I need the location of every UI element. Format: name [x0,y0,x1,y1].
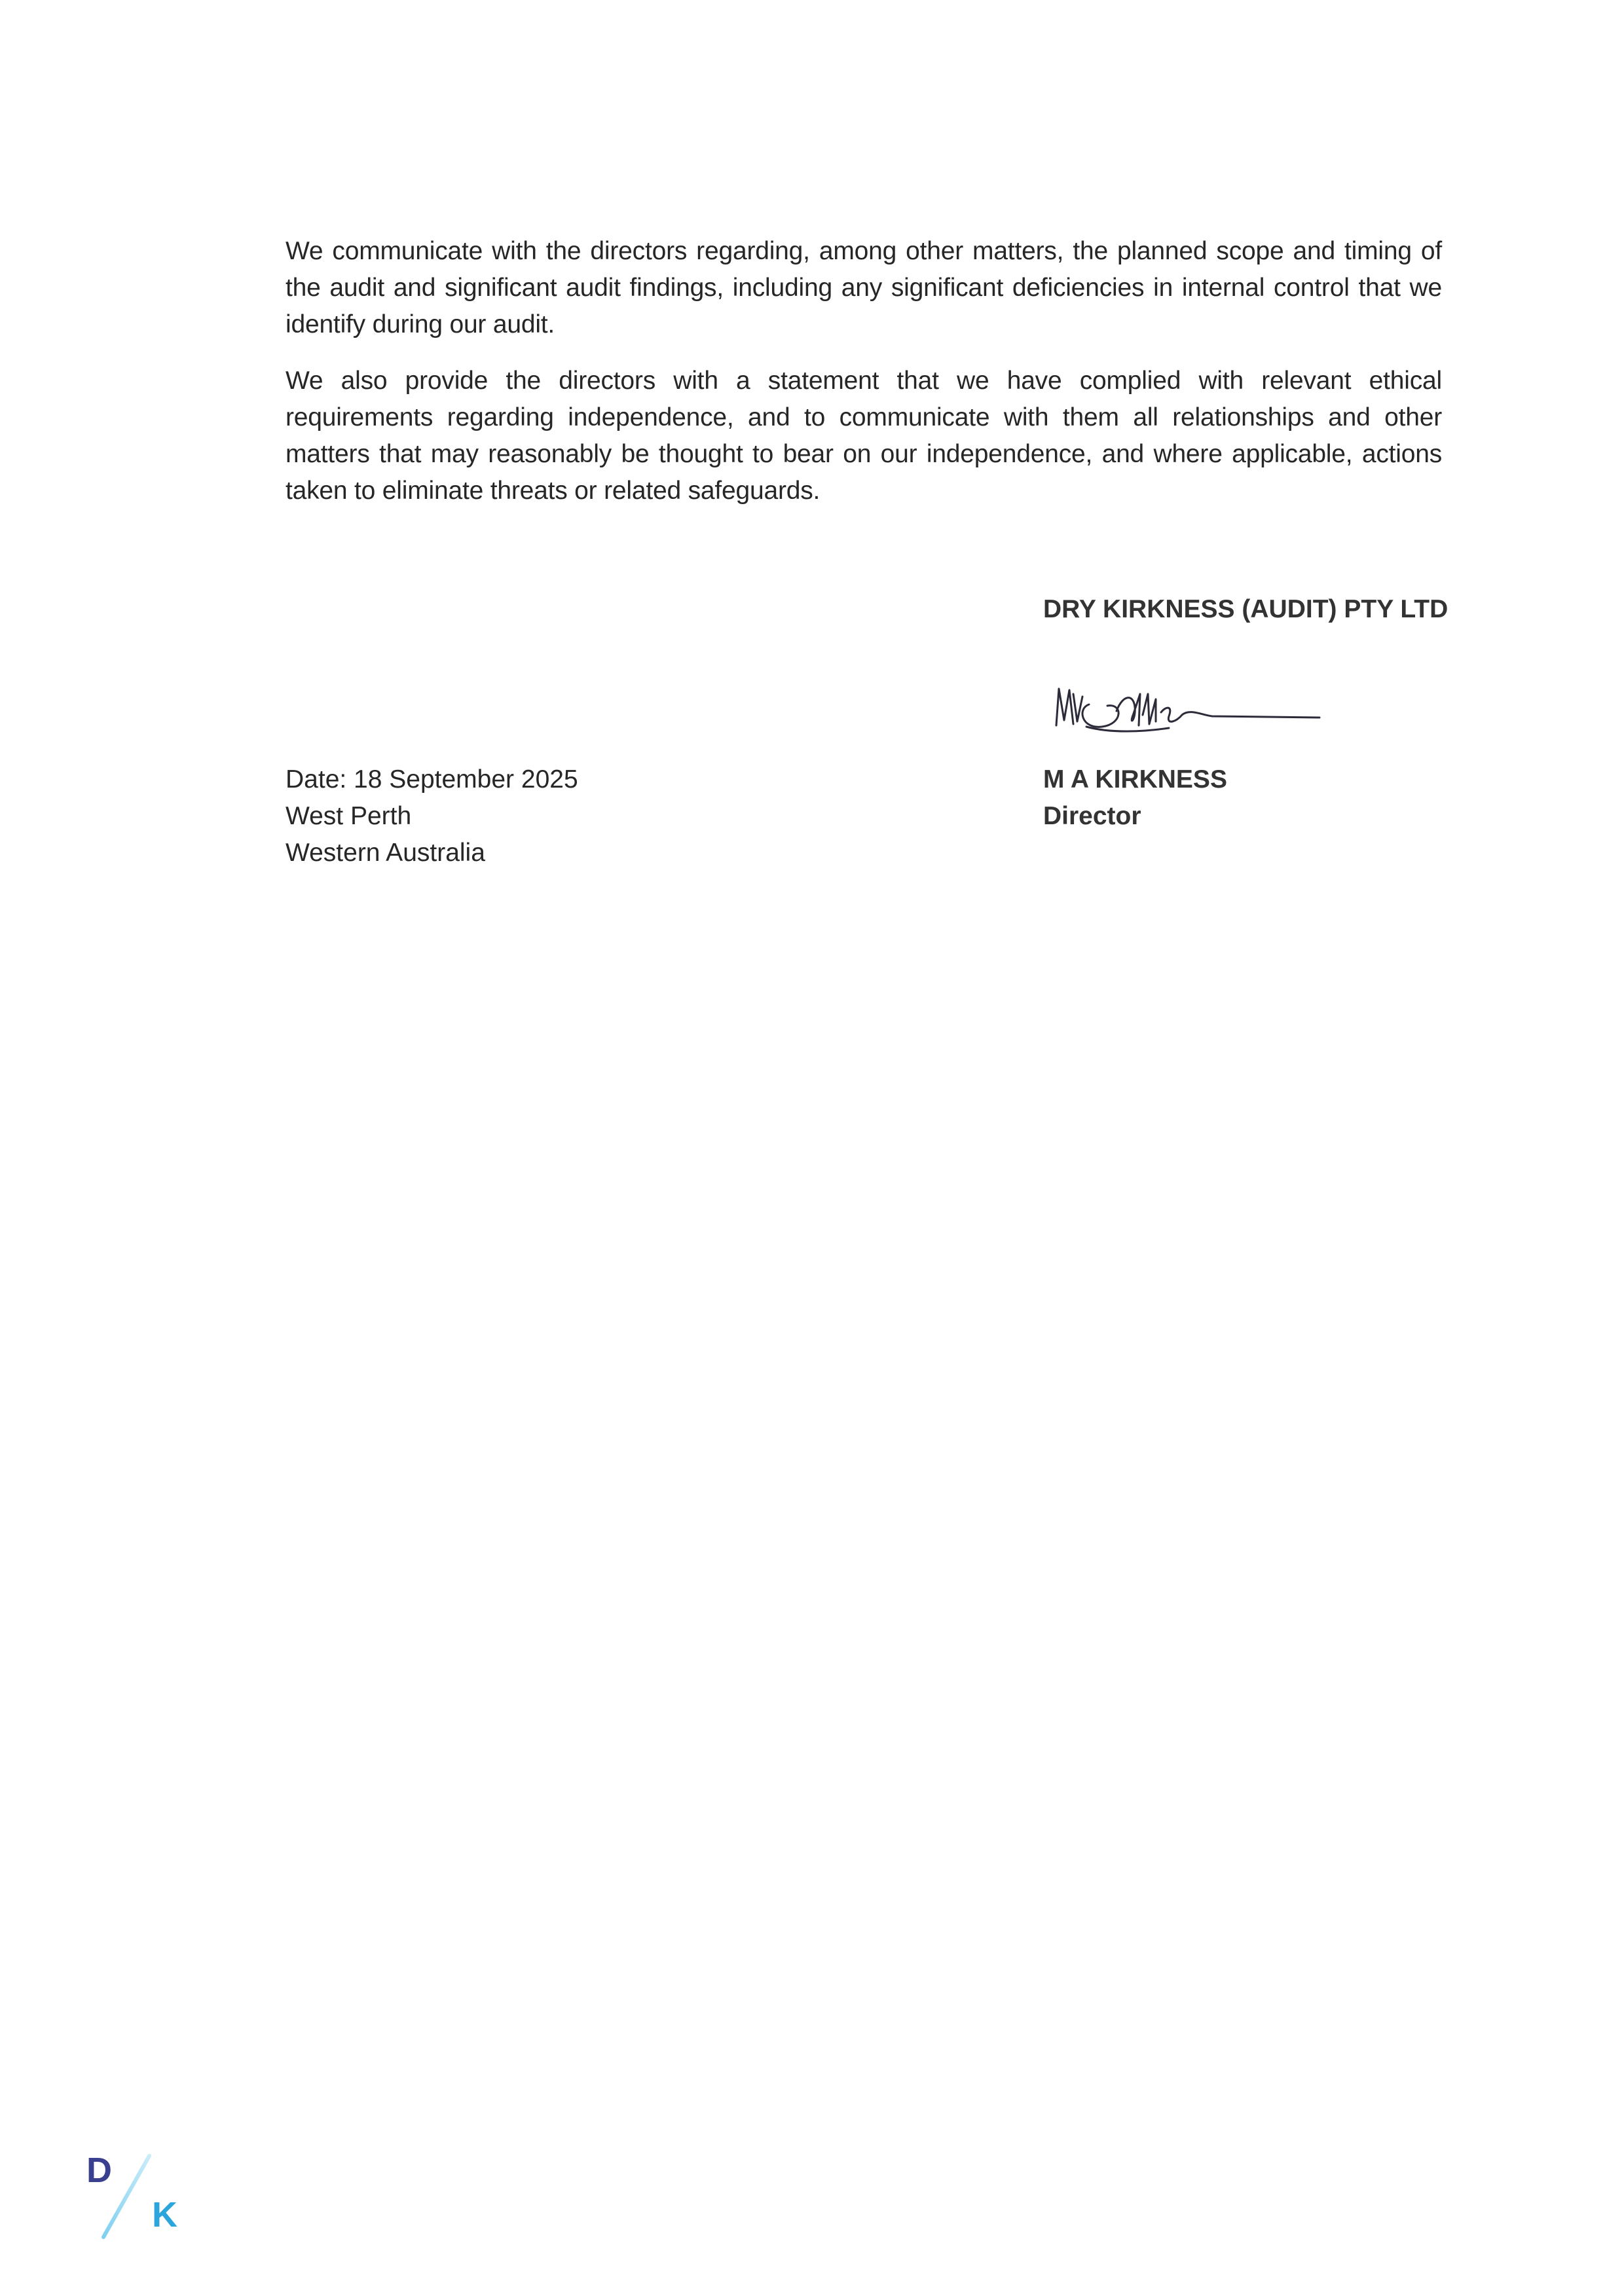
signatory-title: Director [1043,802,1141,830]
location-city: West Perth [286,802,412,830]
paragraph-independence: We also provide the directors with a statement that we have complied with relevant ethical requirements regarding independence, and to communicate with them all relationships and other matters that may reasonably be thought to bear on our independence, and where applicable, actions taken to eliminate threats or related safeguards. [286,367,1442,505]
handwritten-signature [1051,674,1339,753]
signatory [1043,761,1227,835]
signatory-name: M A KIRKNESS [1043,765,1227,793]
location-state: Western Australia [286,839,485,867]
firm-name: DRY KIRKNESS (AUDIT) PTY LTD [1043,595,1449,623]
date-location-block [286,761,578,871]
logo-letter-k: K [152,2195,177,2234]
paragraph-communication: We communicate with the directors regarding, among other matters, the planned scope and timing of the audit and significant audit findings, including any significant deficiencies in internal control that we identify during our audit. [286,237,1442,338]
body-text [286,233,1442,529]
report-date: Date: 18 September 2025 [286,765,578,793]
dk-logo [84,2151,189,2242]
logo-letter-d: D [86,2151,112,2190]
